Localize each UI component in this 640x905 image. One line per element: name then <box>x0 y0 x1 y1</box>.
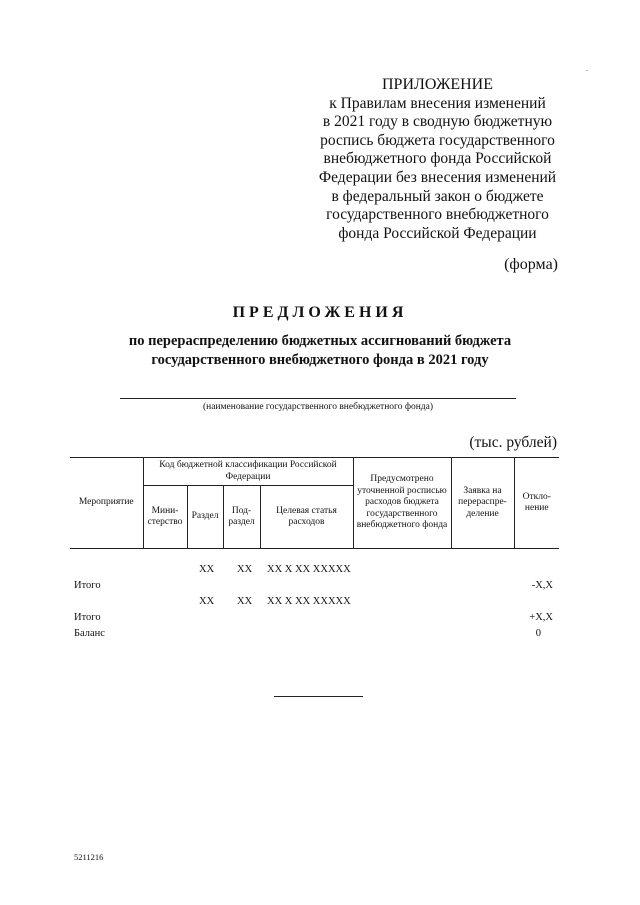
col-target: Целевая статья расходов <box>260 486 353 549</box>
cell-label: Баланс <box>74 628 105 639</box>
cell-label: Итого <box>74 580 101 591</box>
cell-subsection: ХХ <box>237 564 253 575</box>
cell-section: ХХ <box>199 564 215 575</box>
appendix-line: роспись бюджета государственного <box>320 131 555 149</box>
appendix-line: фонда Российской Федерации <box>338 224 537 242</box>
document-title: ПРЕДЛОЖЕНИЯ <box>232 304 408 321</box>
cell-target: ХХ Х ХХ ХХХХХ <box>267 564 351 575</box>
appendix-line: Федерации без внесения изменений <box>318 168 557 186</box>
col-subsection: Под-раздел <box>223 486 260 549</box>
col-event: Мероприятие <box>70 458 143 549</box>
appendix-line: в федеральный закон о бюджете <box>331 187 544 205</box>
appendix-line: государственного внебюджетного <box>326 206 549 224</box>
document-number: 5211216 <box>74 852 104 862</box>
col-group-classification-code: Код бюджетной классификации Российской Федерации <box>143 458 353 486</box>
cell-deviation: 0 <box>535 628 541 639</box>
col-ministry: Мини-стерство <box>143 486 187 549</box>
table-row <box>70 580 559 594</box>
appendix-block <box>300 76 575 243</box>
cell-deviation: +Х,Х <box>529 612 553 623</box>
appendix-line: к Правилам внесения изменений <box>329 94 546 112</box>
subtitle-line: государственного внебюджетного фонда в 2021 году <box>151 351 489 368</box>
appendix-line: внебюджетного фонда Российской <box>323 150 552 168</box>
col-request: Заявка на перераспре-деление <box>451 458 514 549</box>
document-subtitle <box>80 332 560 369</box>
table-row <box>70 628 559 642</box>
header-table <box>70 457 559 549</box>
appendix-line: в 2021 году в сводную бюджетную <box>322 113 553 131</box>
fund-name-line <box>120 398 516 399</box>
cell-section: ХХ <box>199 596 215 607</box>
units-label: (тыс. рублей) <box>469 434 557 451</box>
col-section: Раздел <box>187 486 223 549</box>
table-row <box>70 612 559 626</box>
appendix-heading: ПРИЛОЖЕНИЕ <box>381 76 493 93</box>
separator-line <box>274 696 363 697</box>
cell-deviation: -Х,Х <box>531 580 553 591</box>
subtitle-line: по перераспределению бюджетных ассигнований бюджета <box>128 333 512 349</box>
cell-subsection: ХХ <box>237 596 253 607</box>
col-deviation: Откло-нение <box>514 458 559 549</box>
form-label: (форма) <box>504 256 558 273</box>
table-row <box>70 564 559 578</box>
table-row <box>70 596 559 610</box>
col-planned: Предусмотрено уточненной росписью расходов бюджета государственного внебюджетного фонда <box>353 458 451 549</box>
scan-speck <box>586 70 588 71</box>
cell-target: ХХ Х ХХ ХХХХХ <box>267 596 351 607</box>
cell-label: Итого <box>74 612 101 623</box>
fund-name-caption: (наименование государственного внебюджетного фонда) <box>202 402 434 412</box>
